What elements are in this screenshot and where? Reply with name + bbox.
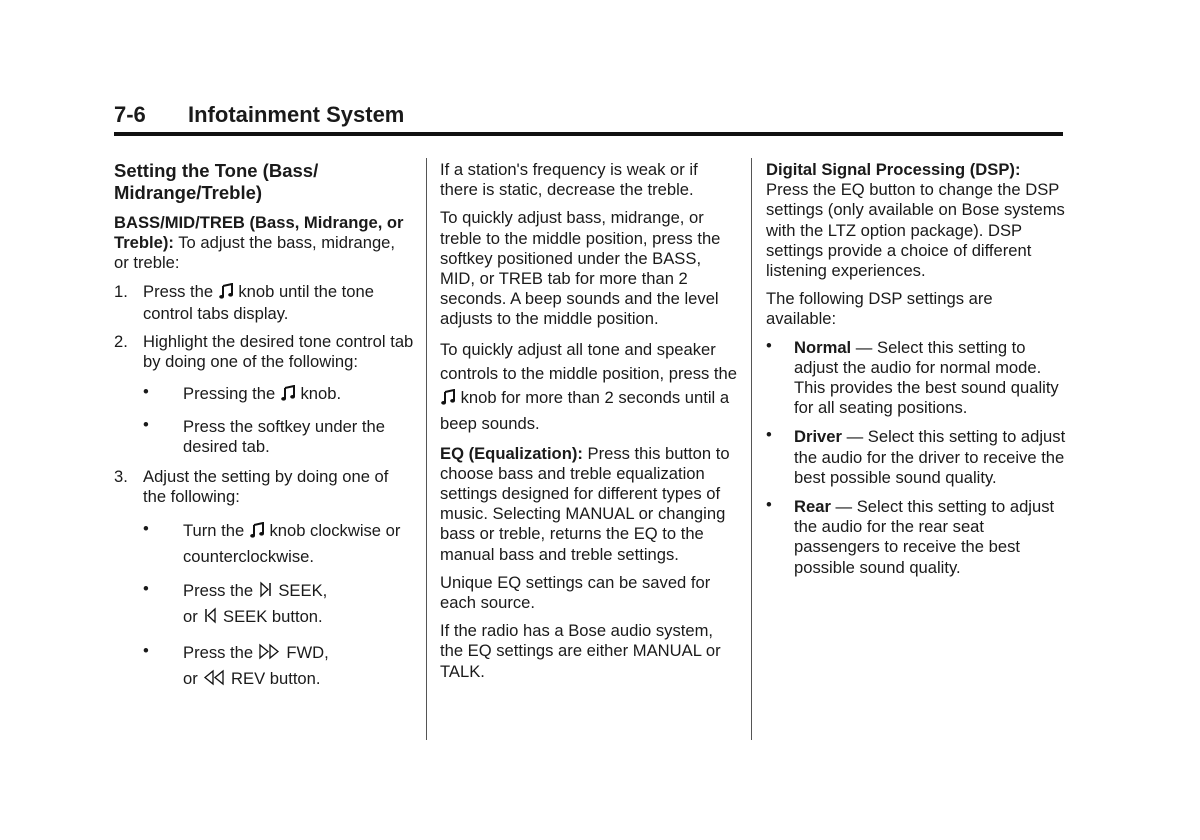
dsp-option-driver bbox=[766, 427, 1066, 488]
dsp-paragraph bbox=[766, 160, 1066, 281]
bullet-text: FWD, bbox=[286, 643, 329, 663]
rewind-icon bbox=[203, 669, 225, 693]
music-note-icon bbox=[219, 283, 233, 304]
bullet-icon: • bbox=[766, 495, 772, 515]
column-3 bbox=[766, 160, 1066, 587]
step-number: 2. bbox=[114, 332, 128, 352]
bullet-icon: • bbox=[143, 641, 149, 661]
step-text: knob until the tone control tabs display. bbox=[143, 281, 374, 323]
music-note-icon bbox=[281, 385, 295, 406]
step-number: 3. bbox=[114, 467, 128, 487]
step-text: Adjust the setting by doing one of the following: bbox=[143, 467, 389, 507]
step-2-bullet-1 bbox=[114, 384, 414, 406]
page-number: 7-6 bbox=[114, 102, 146, 127]
seek-prev-icon bbox=[203, 607, 217, 631]
eq-paragraph bbox=[440, 444, 740, 565]
page-header bbox=[114, 100, 1063, 136]
section-title: Infotainment System bbox=[188, 102, 405, 127]
tone-heading: Setting the Tone (Bass/ Midrange/Treble) bbox=[114, 160, 319, 203]
dsp-option-normal bbox=[766, 335, 1066, 419]
bullet-icon: • bbox=[766, 425, 772, 445]
paragraph: The following DSP settings are available: bbox=[766, 289, 993, 329]
paragraph bbox=[440, 338, 740, 436]
bullet-icon: • bbox=[143, 414, 149, 434]
step-2-bullet-2 bbox=[114, 414, 414, 457]
option-name: Rear bbox=[794, 497, 831, 517]
option-name: Normal bbox=[794, 337, 852, 357]
paragraph: To quickly adjust bass, midrange, or treble to the middle position, press the softkey positioned under the BASS, MID, or TREB tab for more than 2 seconds. A beep sounds and the level adjusts to the middle position. bbox=[440, 208, 721, 329]
paragraph: Unique EQ settings can be saved for each source. bbox=[440, 572, 711, 613]
paragraph: If the radio has a Bose audio system, the EQ settings are either MANUAL or TALK. bbox=[440, 621, 721, 681]
option-name: Driver bbox=[794, 427, 842, 447]
eq-text: Press this button to choose bass and treble equalization settings designed for different types of music. Selecting MANUAL or changing bass or treble, returns the EQ to the manual bass and treble settings. bbox=[440, 443, 730, 564]
option-text: — Select this setting to adjust the audio for the driver to receive the best possible sound quality. bbox=[794, 427, 1066, 487]
tone-intro bbox=[114, 213, 414, 274]
step-text: Highlight the desired tone control tab by doing one of the following: bbox=[143, 332, 414, 372]
tone-intro-text: To adjust the bass, midrange, or treble: bbox=[114, 233, 396, 273]
bullet-text: SEEK, bbox=[278, 581, 328, 601]
dsp-option-rear bbox=[766, 497, 1066, 578]
bullet-text: Turn the bbox=[183, 521, 245, 541]
step-3-bullet-3 bbox=[114, 641, 414, 693]
step-3-bullet-2 bbox=[114, 579, 414, 631]
option-text: — Select this setting to adjust the audio for normal mode. This provides the best sound quality for all seating positions. bbox=[794, 337, 1059, 418]
bullet-icon: • bbox=[766, 335, 772, 355]
bullet-text: Press the softkey under the desired tab. bbox=[183, 416, 386, 456]
eq-bold: EQ (Equalization): bbox=[440, 443, 583, 463]
bullet-text: or bbox=[183, 669, 198, 689]
bullet-text: Pressing the bbox=[183, 384, 276, 404]
bullet-text: or bbox=[183, 607, 198, 627]
bullet-icon: • bbox=[143, 519, 149, 539]
seek-next-icon bbox=[259, 581, 273, 605]
step-3-bullet-1 bbox=[114, 519, 414, 569]
column-divider bbox=[751, 158, 752, 740]
tone-intro-bold: BASS/MID/TREB (Bass, Midrange, or Treble): bbox=[114, 213, 404, 253]
dsp-bold: Digital Signal Processing (DSP): bbox=[766, 160, 1021, 179]
column-divider bbox=[426, 158, 427, 740]
step-3 bbox=[114, 467, 414, 507]
step-text: Press the bbox=[143, 281, 214, 301]
dsp-text: Press the EQ button to change the DSP settings (only available on Bose systems with the LTZ option package). DSP settings provide a choice of different listening experiences. bbox=[766, 180, 1065, 281]
step-number: 1. bbox=[114, 281, 128, 301]
bullet-text: Press the bbox=[183, 581, 254, 601]
bullet-icon: • bbox=[143, 382, 149, 402]
bullet-text: SEEK button. bbox=[223, 607, 323, 627]
music-note-icon bbox=[441, 388, 455, 412]
bullet-text: REV button. bbox=[231, 669, 321, 689]
paragraph-text: knob for more than 2 seconds until a beep sounds. bbox=[440, 387, 730, 433]
option-text: — Select this setting to adjust the audio for the rear seat passengers to receive the best possible sound quality. bbox=[794, 497, 1055, 577]
music-note-icon bbox=[250, 521, 264, 545]
step-1 bbox=[114, 282, 414, 324]
paragraph: If a station's frequency is weak or if there is static, decrease the treble. bbox=[440, 160, 698, 200]
column-1 bbox=[114, 160, 414, 703]
bullet-text: Press the bbox=[183, 643, 254, 663]
bullet-text: knob clockwise or counterclockwise. bbox=[183, 521, 401, 567]
step-2 bbox=[114, 332, 414, 372]
bullet-icon: • bbox=[143, 579, 149, 599]
paragraph-text: To quickly adjust all tone and speaker controls to the middle position, press the bbox=[440, 339, 738, 383]
fast-forward-icon bbox=[259, 643, 281, 667]
bullet-text: knob. bbox=[300, 384, 342, 404]
column-2 bbox=[440, 160, 740, 690]
